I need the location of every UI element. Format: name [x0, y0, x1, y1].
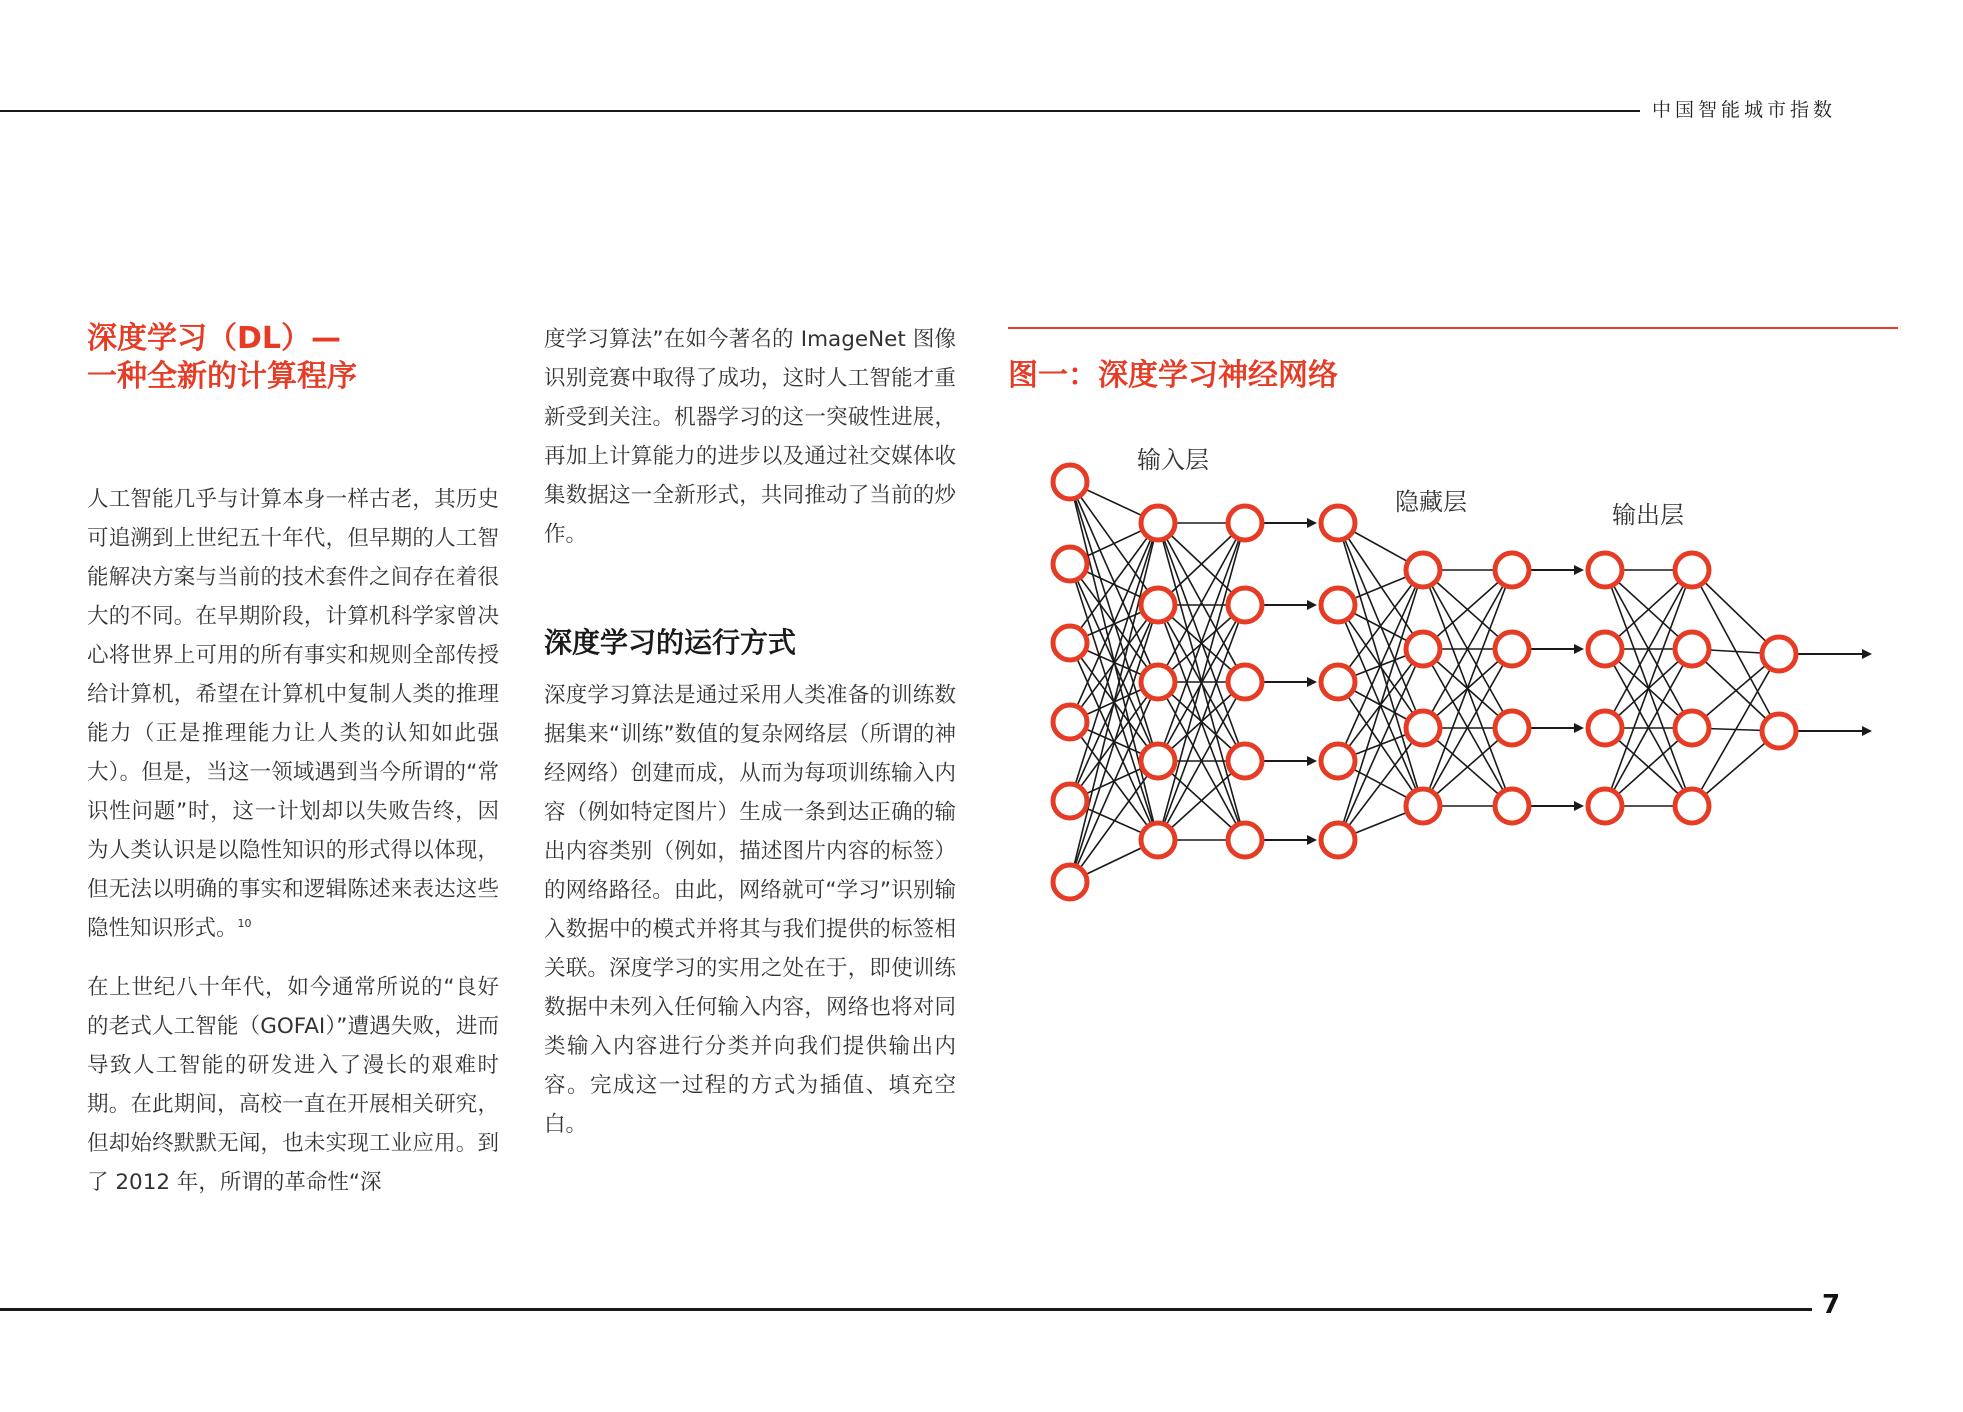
network-node — [1675, 632, 1709, 666]
paragraph-how-it-works: 深度学习算法是通过采用人类准备的训练数据集来“训练”数值的复杂网络层（所谓的神经网络）创建而成，从而为每项训练输入内容（例如特定图片）生成一条到达正确的输出内容类别（例如，描述图片内容的标签）的网络路径。由此，网络就可“学习”识别输入数据中的模式并将其与我们提供的标签相关联。深度学习的实用之处在于，即使训练数据中未列入任何输入内容，网络也将对同类输入内容进行分类并向我们提供输出内容。完成这一过程的方式为插值、填充空白。 — [544, 683, 956, 1137]
network-node — [1495, 553, 1529, 587]
network-node — [1228, 665, 1262, 699]
network-node — [1141, 506, 1175, 540]
network-node — [1228, 823, 1262, 857]
network-node — [1141, 665, 1175, 699]
network-node — [1228, 506, 1262, 540]
paragraph-imagenet: 度学习算法”在如今著名的 ImageNet 图像识别竞赛中取得了成功，这时人工智能才重新受到关注。机器学习的这一突破性进展，再加上计算能力的进步以及通过社交媒体收集数据这一全新形式，共同推动了当前的炒作。 — [544, 327, 956, 547]
network-node — [1321, 588, 1355, 622]
subheading-how-it-works: 深度学习的运行方式 — [544, 626, 797, 659]
network-node — [1053, 705, 1087, 739]
network-node — [1495, 789, 1529, 823]
paragraph-history-text: 人工智能几乎与计算本身一样古老，其历史可追溯到上世纪五十年代，但早期的人工智能解决方案与当前的技术套件之间存在着很大的不同。在早期阶段，计算机科学家曾决心将世界上可用的所有事实和规则全部传授给计算机，希望在计算机中复制人类的推理能力（正是推理能力让人类的认知如此强大）。但是，当这一领域遇到当今所谓的“常识性问题”时，这一计划却以失败告终，因为人类认识是以隐性知识的形式得以体现，但无法以明确的事实和逻辑陈述来表达这些隐性知识形式。 — [87, 487, 499, 941]
figure-rule — [1008, 327, 1898, 329]
network-node — [1228, 744, 1262, 778]
neural-network-diagram — [1000, 430, 1900, 930]
network-node — [1406, 553, 1440, 587]
output-layer-label: 输出层 — [1612, 501, 1684, 529]
network-node — [1053, 865, 1087, 899]
page-number: 7 — [1822, 1290, 1841, 1320]
network-node — [1495, 711, 1529, 745]
network-node — [1588, 553, 1622, 587]
network-node — [1675, 789, 1709, 823]
network-node — [1762, 714, 1796, 748]
header-rule — [0, 110, 1640, 112]
network-node — [1406, 711, 1440, 745]
network-node — [1406, 789, 1440, 823]
heading-line-1: 深度学习（DL）— — [87, 321, 342, 356]
report-title: 中国智能城市指数 — [1652, 99, 1837, 121]
figure-title: 图一：深度学习神经网络 — [1008, 358, 1338, 393]
network-node — [1141, 744, 1175, 778]
network-node — [1675, 553, 1709, 587]
hidden-layer-label: 隐藏层 — [1395, 488, 1467, 516]
network-nodes — [1053, 465, 1796, 899]
footer-rule — [0, 1308, 1812, 1311]
network-node — [1321, 823, 1355, 857]
network-node — [1321, 665, 1355, 699]
network-node — [1141, 823, 1175, 857]
network-node — [1588, 711, 1622, 745]
network-node — [1321, 506, 1355, 540]
network-node — [1406, 632, 1440, 666]
network-node — [1588, 632, 1622, 666]
network-node — [1141, 588, 1175, 622]
column-middle — [544, 320, 956, 1164]
paragraph-history — [87, 480, 499, 948]
network-node — [1053, 547, 1087, 581]
heading-line-2: 一种全新的计算程序 — [87, 359, 357, 394]
network-node — [1053, 626, 1087, 660]
network-node — [1053, 784, 1087, 818]
paragraph-gofai: 在上世纪八十年代，如今通常所说的“良好的老式人工智能（GOFAI）”遭遇失败，进而导致人工智能的研发进入了漫长的艰难时期。在此期间，高校一直在开展相关研究，但却始终默默无闻，也未实现工业应用。到了 2012 年，所谓的革命性“深 — [87, 975, 499, 1195]
network-node — [1321, 744, 1355, 778]
column-left — [87, 320, 499, 1222]
network-node — [1588, 789, 1622, 823]
network-node — [1053, 465, 1087, 499]
network-node — [1495, 632, 1529, 666]
input-layer-label: 输入层 — [1137, 446, 1209, 474]
section-heading-dl — [87, 320, 499, 396]
footnote-marker: 10 — [237, 916, 252, 930]
network-node — [1228, 588, 1262, 622]
network-node — [1762, 637, 1796, 671]
network-node — [1675, 711, 1709, 745]
